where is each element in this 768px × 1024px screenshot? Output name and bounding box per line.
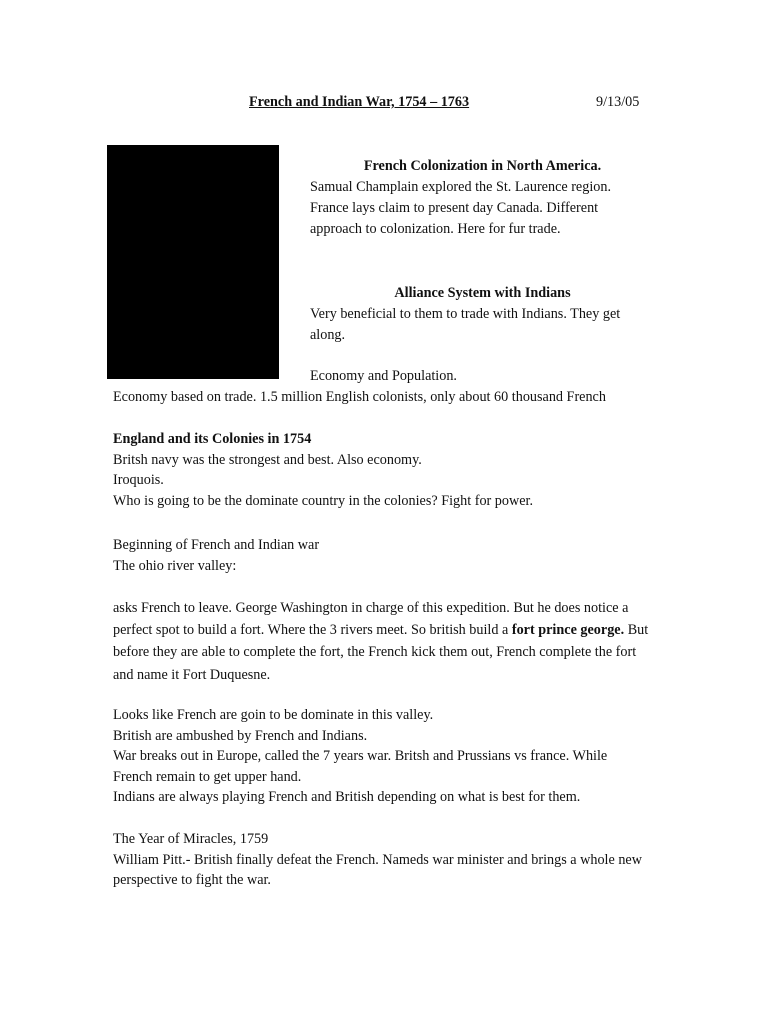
section-beginning-war [113,535,658,576]
section-war-progress [113,705,648,808]
text-line: Iroquois. [113,472,164,489]
text-line: The ohio river valley: [113,557,237,574]
section-england-colonies [113,429,658,511]
text-line: Indians are always playing French and British depending on what is best for them. [113,789,581,806]
heading-economy-population: Economy and Population. [310,368,457,384]
heading-year-of-miracles: The Year of Miracles, 1759 [113,831,269,847]
heading-england-colonies: England and its Colonies in 1754 [113,431,312,447]
text-line: France lays claim to present day Canada. Different [310,200,599,216]
document-date: 9/13/05 [596,94,640,110]
text-line: Samual Champlain explored the St. Laurence region. [310,179,611,195]
heading-alliance-system: Alliance System with Indians [394,285,571,301]
text-line: British are ambushed by French and Indians. [113,727,368,744]
section-year-of-miracles [113,829,653,891]
text-line: Economy based on trade. 1.5 million English colonists, only about 60 thousand French [113,389,606,405]
expedition-text-2: But before they are able to complete the fort, the French kick them out, French complete the fort and name it Fort Duquesne. [113,622,649,683]
section-french-colonization [310,156,655,240]
text-line: Beginning of French and Indian war [113,537,320,553]
economy-text [113,387,658,408]
document-title: French and Indian War, 1754 – 1763 [249,94,470,110]
fort-prince-george-text: fort prince george. [511,622,625,639]
text-line: along. [310,327,346,343]
section-alliance-system [310,283,655,346]
section-economy [310,366,655,387]
text-line: approach to colonization. Here for fur trade. [310,221,561,237]
text-line: Looks like French are goin to be dominate in this valley. [113,707,434,723]
heading-french-colonization: French Colonization in North America. [363,158,602,174]
text-paragraph: William Pitt.- British finally defeat the French. Nameds war minister and brings a whole new perspective to fight the war. [113,851,642,889]
text-line: Who is going to be the dominate country in the colonies? Fight for power. [113,492,534,509]
text-line: War breaks out in Europe, called the 7 years war. Britsh and Prussians vs france. While French remain to get upper hand. [113,748,608,785]
expedition-text-1: asks French to leave. George Washington in charge of this expedition. But he does notice a perfect spot to build a fort. Where the 3 rivers meet. So british build a [113,600,629,639]
text-line: Very beneficial to them to trade with Indians. They get [310,306,621,322]
section-expedition [113,597,653,686]
redacted-image-block [107,145,279,379]
text-line: Britsh navy was the strongest and best. Also economy. [113,451,422,468]
